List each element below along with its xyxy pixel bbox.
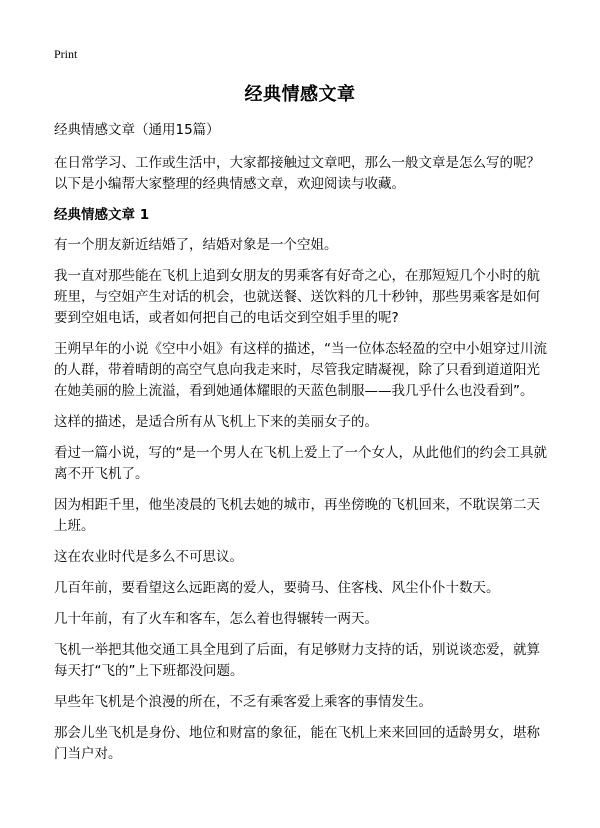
paragraph: 几百年前，要看望这么远距离的爱人，要骑马、住客栈、风尘仆仆十数天。 (54, 580, 500, 596)
print-link[interactable]: Print (54, 47, 78, 61)
paragraph: 几十年前，有了火车和客车，怎么着也得辗转一两天。 (54, 611, 378, 627)
paragraph: 这样的描述，是适合所有从飞机上下来的美丽女子的。 (54, 414, 378, 430)
paragraph: 我一直对那些能在飞机上追到女朋友的男乘客有好奇之心，在那短短几个小时的航班里，与空姐产生对话的机会，也就送餐、送饮料的几十秒钟，那些男乘客是如何要到空姐电话，或者如何把自己的电话交到空姐手里的呢? (54, 268, 540, 326)
article-subtitle: 经典情感文章（通用15篇） (54, 122, 220, 138)
paragraph: 早些年飞机是个浪漫的所在，不乏有乘客爱上乘客的事情发生。 (54, 694, 432, 710)
paragraph: 这在农业时代是多么不可思议。 (54, 549, 243, 565)
paragraph: 看过一篇小说，写的“是一个男人在飞机上爱上了一个女人，从此他们的约会工具就离不开飞机了。 (54, 445, 547, 482)
paragraph: 那会儿坐飞机是身份、地位和财富的象征，能在飞机上来来回回的适龄男女，堪称门当户对。 (54, 725, 540, 762)
paragraph: 有一个朋友新近结婚了，结婚对象是一个空姐。 (54, 237, 338, 253)
page-title: 经典情感文章 (244, 84, 356, 105)
paragraph: 飞机一举把其他交通工具全甩到了后面，有足够财力支持的话，别说谈恋爱，就算每天打“飞的”上下班都没问题。 (54, 642, 540, 679)
paragraph: 因为相距千里，他坐凌晨的飞机去她的城市，再坐傍晚的飞机回来，不耽误第二天上班。 (54, 497, 540, 534)
intro-paragraph: 在日常学习、工作或生活中，大家都接触过文章吧，那么一般文章是怎么写的呢？以下是小编帮大家整理的经典情感文章，欢迎阅读与收藏。 (54, 155, 540, 192)
paragraph: 王朔早年的小说《空中小姐》有这样的描述，“当一位体态轻盈的空中小姐穿过川流的人群，带着晴朗的高空气息向我走来时，尽管我定睛凝视，除了只看到道道阳光在她美丽的脸上流溢，看到她通体耀眼的天蓝色制服——我几乎什么也没看到”。 (54, 341, 547, 399)
section-heading: 经典情感文章 1 (54, 207, 150, 223)
article-body (54, 120, 549, 775)
